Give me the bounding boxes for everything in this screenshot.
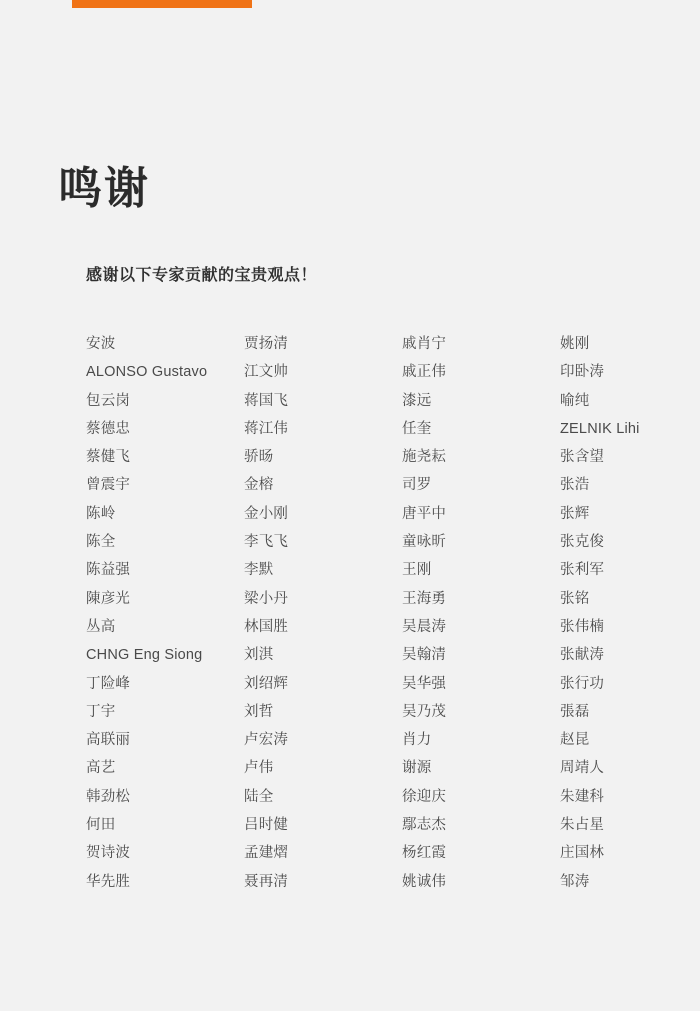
list-item: 卢伟	[244, 760, 274, 777]
list-item: 江文帅	[244, 364, 289, 381]
list-item: 韩劲松	[86, 788, 131, 805]
name-column-4	[560, 330, 700, 896]
list-item: 金小刚	[244, 505, 289, 522]
list-item: 印卧涛	[560, 364, 605, 381]
list-item: 王海勇	[402, 590, 447, 607]
list-item: 陈全	[86, 534, 116, 551]
list-item: 张伟楠	[560, 618, 605, 635]
list-item: 谢源	[402, 760, 432, 777]
list-item: 姚诚伟	[402, 873, 447, 890]
list-item: 高艺	[86, 760, 116, 777]
list-item: 鄢志杰	[402, 817, 447, 834]
list-item: 张辉	[560, 505, 590, 522]
list-item: 张克俊	[560, 534, 605, 551]
list-item: 安波	[86, 336, 116, 352]
list-item: 张含望	[560, 449, 605, 466]
list-item: 张献涛	[560, 647, 605, 664]
list-item: 曾震宇	[86, 477, 131, 494]
list-item: 漆远	[402, 392, 432, 409]
list-item: ALONSO Gustavo	[86, 364, 208, 381]
list-item: 梁小丹	[244, 590, 289, 607]
list-item: 华先胜	[86, 873, 131, 890]
page-subtitle: 感谢以下专家贡献的宝贵观点！	[86, 267, 318, 284]
list-item: 庄国林	[560, 845, 605, 862]
list-item: 陈岭	[86, 505, 116, 522]
list-item: 吕时健	[244, 817, 289, 834]
list-item: 李飞飞	[244, 534, 289, 551]
list-item: 张浩	[560, 477, 590, 494]
list-item: 何田	[86, 817, 116, 834]
list-item: 蒋江伟	[244, 420, 289, 437]
list-item: 徐迎庆	[402, 788, 447, 805]
list-item: 吴晨涛	[402, 618, 447, 635]
list-item: 杨红霞	[402, 845, 447, 862]
list-item: 朱占星	[560, 817, 605, 834]
list-item: 吴乃茂	[402, 703, 447, 720]
list-item: 刘淇	[244, 647, 274, 664]
list-item: 张利军	[560, 562, 605, 579]
page-title: 鸣谢	[58, 164, 150, 214]
list-item: 朱建科	[560, 788, 605, 805]
list-item: 姚刚	[560, 336, 590, 352]
list-item: 陳彦光	[86, 590, 131, 607]
list-item: 刘绍辉	[244, 675, 289, 692]
list-item: 孟建熠	[244, 845, 289, 862]
list-item: 喻纯	[560, 392, 590, 409]
list-item: 卢宏涛	[244, 732, 289, 749]
name-columns	[86, 330, 646, 896]
list-item: 贺诗波	[86, 845, 131, 862]
list-item: 张行功	[560, 675, 605, 692]
list-item: 吴翰清	[402, 647, 447, 664]
list-item: 周靖人	[560, 760, 605, 777]
list-item: 唐平中	[402, 505, 447, 522]
list-item: 陈益强	[86, 562, 131, 579]
list-item: 聂再清	[244, 873, 289, 890]
list-item: 司罗	[402, 477, 432, 494]
list-item: 陆全	[244, 788, 274, 805]
list-item: 施尧耘	[402, 449, 447, 466]
list-item: 赵昆	[560, 732, 590, 749]
name-column-1	[86, 330, 244, 896]
list-item: 戚正伟	[402, 364, 447, 381]
list-item: 王刚	[402, 562, 432, 579]
list-item: 吴华强	[402, 675, 447, 692]
list-item: 邹涛	[560, 873, 590, 890]
list-item: 张铭	[560, 590, 590, 607]
list-item: 贾扬清	[244, 336, 289, 352]
list-item: 張磊	[560, 703, 590, 720]
list-item: 丛高	[86, 618, 116, 635]
list-item: 丁险峰	[86, 675, 131, 692]
name-column-3	[402, 330, 560, 896]
list-item: 童咏昕	[402, 534, 447, 551]
list-item: 包云岗	[86, 392, 131, 409]
list-item: ZELNIK Lihi	[560, 420, 640, 437]
list-item: 刘哲	[244, 703, 274, 720]
list-item: 林国胜	[244, 618, 289, 635]
list-item: 蔡德忠	[86, 420, 131, 437]
list-item: 蔡健飞	[86, 449, 131, 466]
list-item: 戚肖宁	[402, 336, 447, 352]
list-item: 丁宇	[86, 703, 116, 720]
list-item: 李默	[244, 562, 274, 579]
name-column-2	[244, 330, 402, 896]
list-item: 蒋国飞	[244, 392, 289, 409]
accent-bar	[72, 0, 252, 8]
list-item: 任奎	[402, 420, 432, 437]
list-item: 高联丽	[86, 732, 131, 749]
list-item: CHNG Eng Siong	[86, 647, 203, 664]
list-item: 骄旸	[244, 449, 274, 466]
list-item: 金榕	[244, 477, 274, 494]
list-item: 肖力	[402, 732, 432, 749]
